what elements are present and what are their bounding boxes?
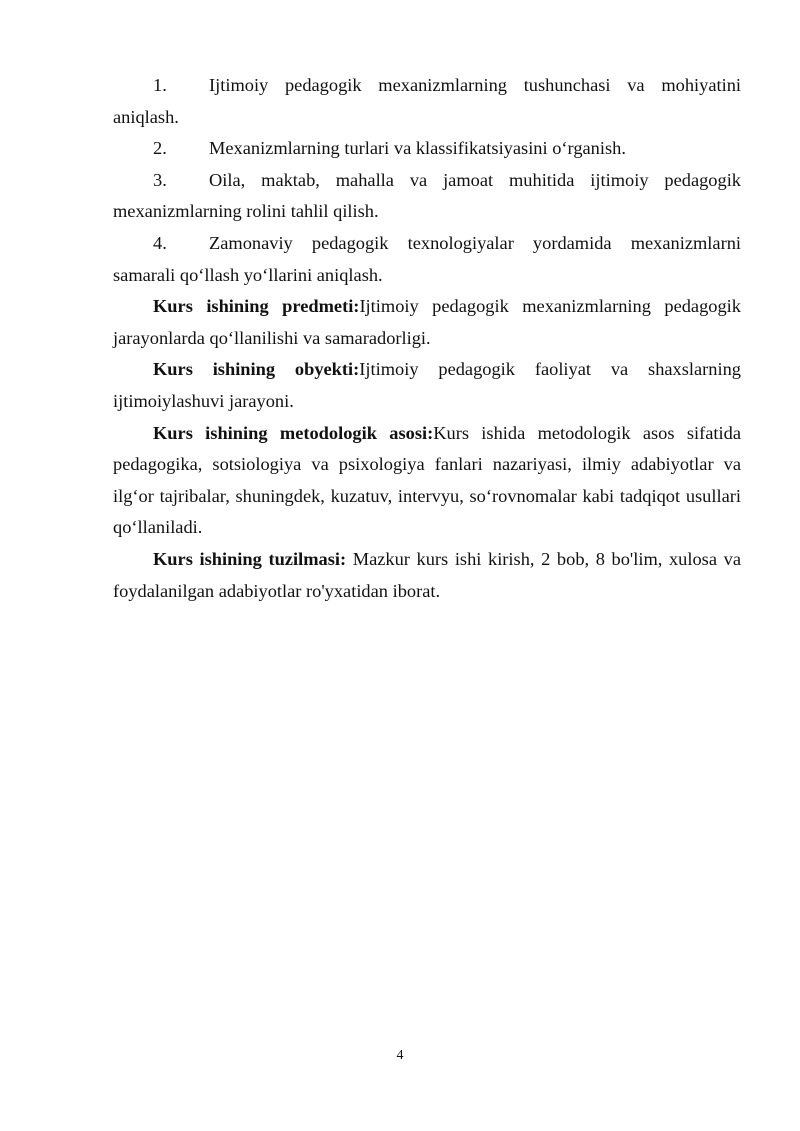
section-text: Ijtimoiy pedagogik mexanizmlarning pedagogik jarayonlarda qo‘llanilishi va samaradorligi. [113, 296, 741, 348]
page-number: 4 [396, 1048, 404, 1063]
section-label: Kurs ishining obyekti: [153, 359, 360, 380]
list-number: 4. [153, 232, 167, 253]
list-text: Zamonaviy pedagogik texnologiyalar yordamida mexanizmlarni samarali qo‘llash yo‘llarini aniqlash. [113, 232, 741, 285]
list-text: Mexanizmlarning turlari va klassifikatsiyasini o‘rganish. [209, 138, 626, 159]
list-item-3 [113, 165, 741, 228]
list-text: Oila, maktab, mahalla va jamoat muhitida ijtimoiy pedagogik mexanizmlarning rolini tahlil qilish. [113, 169, 741, 222]
list-item-4 [113, 228, 741, 291]
section-label: Kurs ishining tuzilmasi: [153, 548, 347, 569]
section-text: Ijtimoiy pedagogik faoliyat va shaxslarning ijtimoiylashuvi jarayoni. [113, 359, 742, 411]
section-structure [113, 544, 741, 607]
list-number: 1. [153, 75, 167, 95]
section-object [113, 354, 741, 417]
section-text: Mazkur kurs ishi kirish, 2 bob, 8 bo'lim, xulosa va foydalanilgan adabiyotlar ro'yxatidan iborat. [113, 548, 741, 601]
list-number: 3. [153, 169, 167, 190]
list-text: Ijtimoiy pedagogik mexanizmlarning tushunchasi va mohiyatini aniqlash. [113, 75, 741, 127]
document-body [113, 70, 741, 607]
section-subject [113, 291, 741, 354]
section-label: Kurs ishining metodologik asosi: [153, 422, 434, 443]
section-methodology [113, 418, 741, 544]
section-label: Kurs ishining predmeti: [153, 296, 360, 317]
list-item-2 [113, 133, 741, 165]
section-text: Kurs ishida metodologik asos sifatida pedagogika, sotsiologiya va psixologiya fanlari nazariyasi, ilmiy adabiyotlar va ilg‘or tajribalar, shuningdek, kuzatuv, intervyu, so‘rovnomalar kabi tadqiqot usullari qo‘llaniladi. [113, 422, 741, 538]
list-number: 2. [153, 138, 167, 159]
list-item-1 [113, 70, 741, 133]
